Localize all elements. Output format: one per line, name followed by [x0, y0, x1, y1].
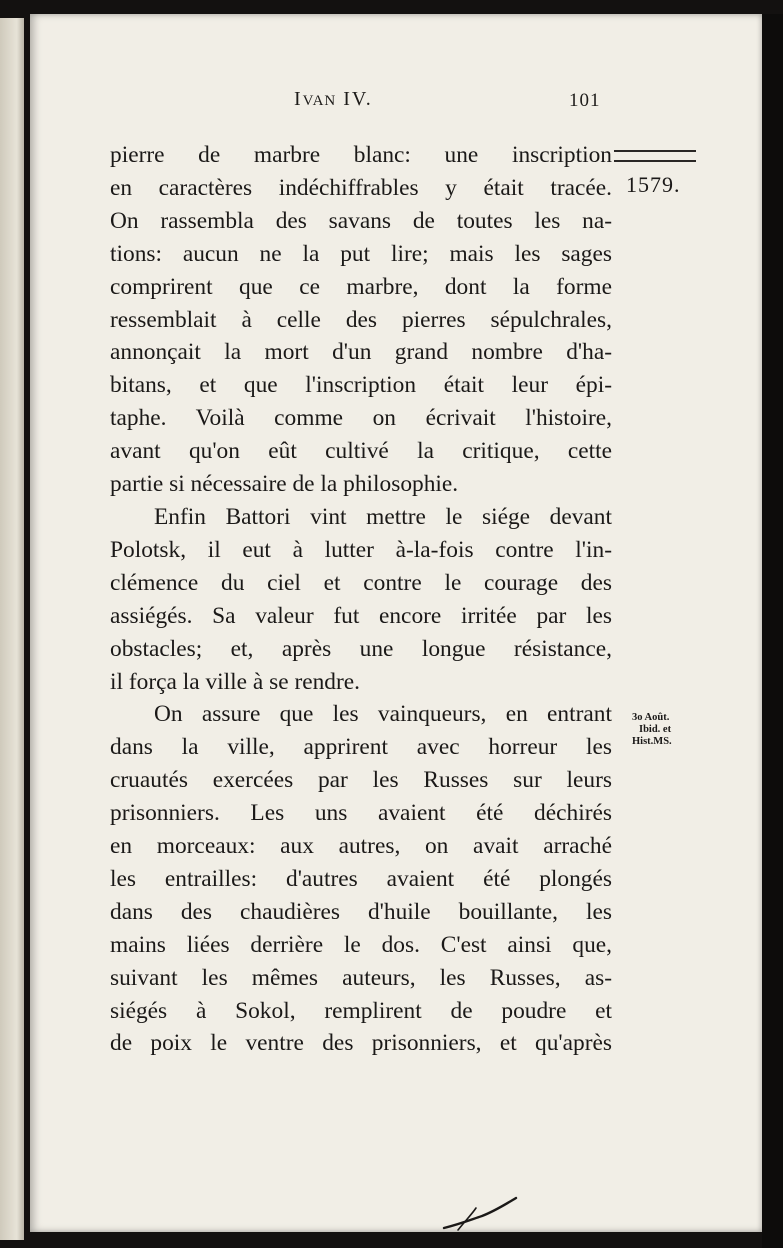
text-line: mains liées derrière le dos. C'est ainsi que, [110, 931, 612, 958]
double-rule-mark [614, 150, 696, 162]
text-line: obstacles; et, après une longue résistance, [110, 635, 612, 662]
text-line: siégés à Sokol, remplirent de poudre et [110, 997, 612, 1024]
text-line: pierre de marbre blanc: une inscription [110, 142, 612, 168]
page-number: 101 [569, 90, 601, 111]
pen-mark-icon [440, 1196, 520, 1232]
text-line: On assure que les vainqueurs, en entrant [154, 701, 612, 728]
text-line: dans la ville, apprirent avec horreur les [110, 734, 612, 761]
margin-note-line: 3o Août. [632, 712, 670, 723]
margin-note [632, 712, 702, 748]
text-line: Polotsk, il eut à lutter à-la-fois contre l'in- [110, 536, 612, 563]
text-line: dans des chaudières d'huile bouillante, les [110, 898, 612, 925]
running-head-numeral: IV. [336, 88, 373, 110]
text-line: avant qu'on eût cultivé la critique, cette [110, 438, 612, 465]
text-line: cruautés exercées par les Russes sur leurs [110, 767, 612, 794]
text-line: il força la ville à se rendre. [110, 668, 361, 695]
text-line: ressemblait à celle des pierres sépulchrales, [110, 306, 612, 333]
margin-year: 1579. [626, 172, 681, 197]
text-line: clémence du ciel et contre le courage des [110, 569, 612, 596]
text-line: en morceaux: aux autres, on avait arraché [110, 833, 612, 860]
text-line: prisonniers. Les uns avaient été déchirés [110, 800, 612, 827]
text-line: partie si nécessaire de la philosophie. [110, 471, 459, 498]
margin-note-line: Ibid. et [639, 724, 672, 735]
running-head-small-caps: VAN [302, 93, 337, 109]
text-line: en caractères indéchiffrables y était tracée. [110, 174, 612, 201]
text-line: assiégés. Sa valeur fut encore irritée par les [110, 602, 612, 629]
text-line: suivant les mêmes auteurs, les Russes, as- [110, 964, 612, 991]
text-line: bitans, et que l'inscription était leur épi- [110, 372, 612, 399]
text-line: de poix le ventre des prisonniers, et qu'après [110, 1030, 612, 1057]
text-line: Enfin Battori vint mettre le siége devant [154, 503, 612, 530]
text-line: annonçait la mort d'un grand nombre d'ha- [110, 339, 612, 366]
body-text [110, 139, 612, 1060]
text-line: tions: aucun ne la put lire; mais les sages [110, 240, 612, 267]
running-head-initial: I [294, 88, 303, 110]
text-line: On rassembla des savans de toutes les na- [110, 207, 612, 234]
text-line: comprirent que ce marbre, dont la forme [110, 273, 612, 300]
text-line: les entrailles: d'autres avaient été plongés [110, 865, 612, 892]
left-page-edge [0, 18, 24, 1240]
right-dark-edge [762, 14, 783, 1248]
running-head [294, 88, 373, 111]
text-line: taphe. Voilà comme on écrivait l'histoire, [110, 405, 612, 432]
margin-note-line: Hist.MS. [632, 736, 672, 747]
